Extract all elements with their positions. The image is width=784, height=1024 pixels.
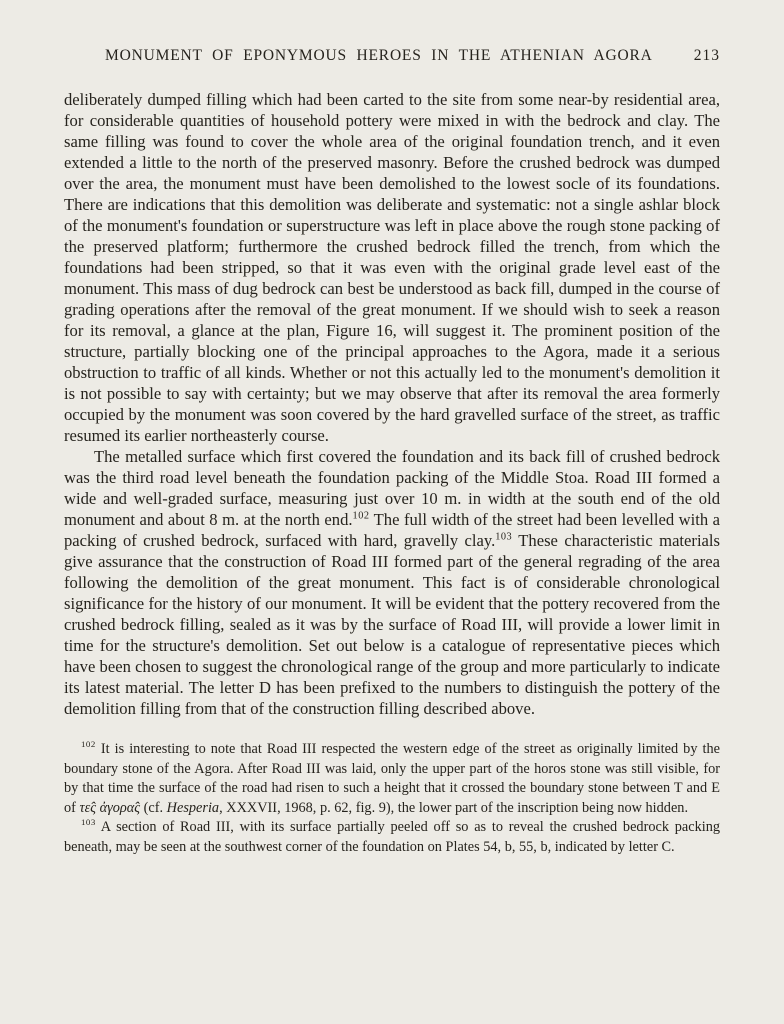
text-run: It is interesting to note that Road III respected the western edge of the street as originally limited by the boundary stone of the Agora. After Road III was laid, only the upper part of the horos stone was still visible, for by that time the surface of the road had risen to such a height that it crossed the boundary stone between T and E of xyxy=(64,741,720,816)
italic-text: Hesperia xyxy=(166,799,220,816)
text-run: The metalled surface which first covered the foundation and its back fill of crushed bedrock was the third road level beneath the foundation packing of the Middle Stoa. Road III formed a wide and well-graded surface, measuring just over 10 m. in width at the south end of the old monument and about 8 m. at the north end. xyxy=(64,447,720,529)
page-number: 213 xyxy=(693,47,720,64)
text-run: deliberately dumped filling which had been carted to the site from some near-by residential area, for considerable quantities of household pottery were mixed in with the bedrock and clay. The same filling was found to cover the whole area of the original foundation trench, and it even extended a little to the north of the preserved masonry. Before the crushed bedrock was dumped over the area, the monument must have been demolished to the lowest socle of its foundations. There are indications that this demolition was deliberate and systematic: not a single ashlar block of the monument's foundation or superstructure was left in place above the rough stone packing of the preserved platform; furthermore the crushed bedrock filled the trench, from which the foundations had been stripped, so that it was even with the original grade level east of the monument. This mass of dug bedrock can best be understood as back fill, dumped in the course of grading operations after the removal of the great monument. If we should wish to seek a reason for its removal, a glance at the plan, Figure 16, will suggest it. The prominent position of the structure, partially blocking one of the principal approaches to the Agora, made it a serious obstruction to traffic of all kinds. Whether or not this actually led to the monument's demolition it is not possible to say with certainty; but we may observe that after its removal the area formerly occupied by the monument was soon covered by the hard gravelled surface of the street, as traffic resumed its earlier northeasterly course. xyxy=(64,90,720,445)
footnote xyxy=(64,818,720,857)
footnote-marker: 103 xyxy=(81,817,96,828)
footnote-ref: 103 xyxy=(495,531,513,543)
text-run: (cf. xyxy=(140,799,167,816)
body-paragraphs xyxy=(64,89,720,719)
italic-text: τε̂ς ἀγορα̂ς xyxy=(79,799,141,816)
footnote xyxy=(64,740,720,818)
text-run: A section of Road III, with its surface partially peeled off so as to reveal the crushed bedrock packing beneath, may be seen at the southwest corner of the foundation on Plates 54, b, 55, b, indicated by letter C. xyxy=(64,819,720,855)
page-header xyxy=(64,47,720,65)
page-header-title: MONUMENT OF EPONYMOUS HEROES IN THE ATHENIAN AGORA xyxy=(105,47,653,64)
text-run: These characteristic materials give assurance that the construction of Road III formed part of the general regrading of the area following the demolition of the great monument. This fact is of considerable chronological significance for the history of our monument. It will be evident that the pottery recovered from the crushed bedrock filling, sealed as it was by the surface of Road III, will provide a lower limit in time for the structure's demolition. Set out below is a catalogue of representative pieces which have been chosen to suggest the chronological range of the group and more particularly to indicate its latest material. The letter D has been prefixed to the numbers to distinguish the pottery of the demolition filling from that of the construction filling described above. xyxy=(64,531,720,718)
text-run: , XXXVII, 1968, p. 62, fig. 9), the lower part of the inscription being now hidden. xyxy=(219,799,689,816)
text-run: The full width of the street had been levelled with a packing of crushed bedrock, surfaced with hard, gravelly clay. xyxy=(64,510,721,550)
footnote-ref: 102 xyxy=(352,510,370,522)
paragraph xyxy=(64,89,720,446)
footnotes xyxy=(64,740,720,857)
footnote-marker: 102 xyxy=(81,739,96,750)
paragraph xyxy=(64,446,720,719)
